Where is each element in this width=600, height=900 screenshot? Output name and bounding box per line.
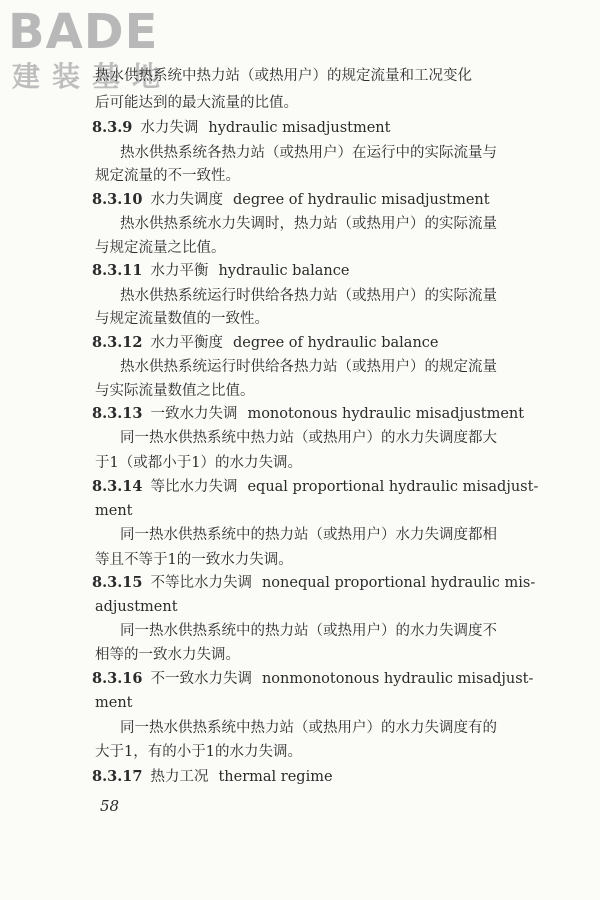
definition-line: 于1（或都小于1）的水力失调。	[95, 455, 302, 471]
term-number: 8.3.16	[92, 670, 143, 687]
term-en: hydraulic misadjustment	[208, 120, 391, 136]
definition-line: 等且不等于1的一致水力失调。	[95, 552, 293, 568]
term-en: equal proportional hydraulic misadjust-	[247, 479, 539, 495]
term-heading	[92, 261, 349, 281]
definition-line: 相等的一致水力失调。	[95, 647, 240, 663]
term-en: thermal regime	[218, 769, 333, 785]
term-zh: 水力失调	[140, 120, 199, 136]
term-number: 8.3.10	[92, 191, 143, 208]
definition-line: 热水供热系统运行时供给各热力站（或热用户）的实际流量	[120, 288, 497, 304]
term-heading	[92, 118, 390, 138]
definition-line: 同一热水供热系统中的热力站（或热用户）水力失调度都相	[120, 527, 497, 543]
term-heading	[92, 404, 524, 424]
term-number: 8.3.11	[92, 262, 143, 279]
term-zh: 热力工况	[150, 769, 209, 785]
definition-line: 大于1，有的小于1的水力失调。	[95, 744, 302, 760]
term-en-continued: adjustment	[95, 599, 178, 615]
definition-line: 同一热水供热系统中的热力站（或热用户）的水力失调度不	[120, 623, 497, 639]
definition-line: 规定流量的不一致性。	[95, 168, 240, 184]
term-number: 8.3.14	[92, 478, 143, 495]
term-number: 8.3.17	[92, 768, 143, 785]
term-en: nonequal proportional hydraulic mis-	[261, 575, 536, 591]
definition-line: 同一热水供热系统中热力站（或热用户）的水力失调度都大	[120, 430, 497, 446]
definition-line: 与规定流量数值的一致性。	[95, 311, 269, 327]
intro-line-1: 热水供热系统中热力站（或热用户）的规定流量和工况变化	[95, 68, 472, 84]
term-number: 8.3.12	[92, 334, 143, 351]
term-en: degree of hydraulic misadjustment	[232, 192, 490, 208]
term-en-continued: ment	[95, 503, 133, 519]
term-en: monotonous hydraulic misadjustment	[247, 406, 525, 422]
term-zh: 水力失调度	[150, 192, 223, 208]
term-zh: 水力平衡度	[150, 335, 223, 351]
term-en: nonmonotonous hydraulic misadjust-	[261, 671, 534, 687]
intro-line-2: 后可能达到的最大流量的比值。	[95, 95, 298, 111]
term-heading	[92, 190, 490, 210]
watermark-brand: BADE	[8, 4, 159, 60]
page-number: 58	[100, 797, 120, 815]
definition-line: 热水供热系统运行时供给各热力站（或热用户）的规定流量	[120, 359, 497, 375]
definition-line: 与规定流量之比值。	[95, 240, 226, 256]
definition-line: 与实际流量数值之比值。	[95, 383, 255, 399]
definition-line: 热水供热系统水力失调时，热力站（或热用户）的实际流量	[120, 216, 497, 232]
definition-line: 同一热水供热系统中热力站（或热用户）的水力失调度有的	[120, 720, 497, 736]
term-zh: 一致水力失调	[150, 406, 238, 422]
term-heading	[92, 669, 533, 689]
term-zh: 不一致水力失调	[150, 671, 252, 687]
term-heading	[92, 767, 333, 787]
term-heading	[92, 573, 535, 593]
watermark-subtitle: 建装基地	[12, 60, 173, 93]
term-en: degree of hydraulic balance	[232, 335, 439, 351]
term-number: 8.3.13	[92, 405, 143, 422]
term-zh: 不等比水力失调	[150, 575, 252, 591]
term-zh: 等比水力失调	[150, 479, 238, 495]
term-heading	[92, 477, 538, 497]
term-number: 8.3.9	[92, 119, 133, 136]
definition-line: 热水供热系统各热力站（或热用户）在运行中的实际流量与	[120, 145, 497, 161]
term-en-continued: ment	[95, 695, 133, 711]
term-heading	[92, 333, 439, 353]
term-zh: 水力平衡	[150, 263, 209, 279]
term-number: 8.3.15	[92, 574, 143, 591]
term-en: hydraulic balance	[218, 263, 350, 279]
